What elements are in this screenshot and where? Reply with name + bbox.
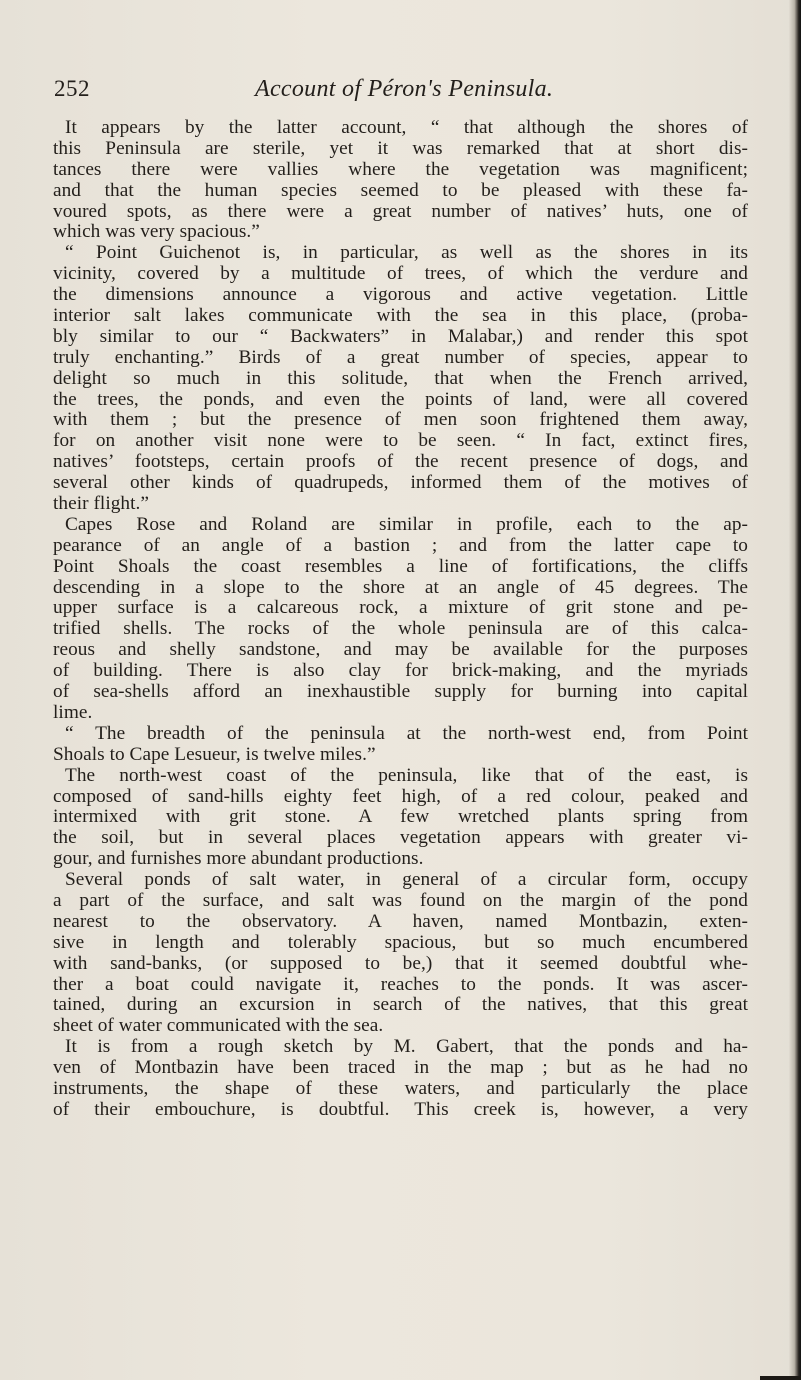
text-line: intermixed with grit stone. A few wretched plants spring from <box>53 806 748 828</box>
text-line: It is from a rough sketch by M. Gabert, that the ponds and ha- <box>65 1036 748 1058</box>
text-line: gour, and furnishes more abundant productions. <box>53 848 424 870</box>
text-line: and that the human species seemed to be pleased with these fa- <box>53 179 748 201</box>
text-line: delight so much in this solitude, that when the French arrived, <box>53 367 748 389</box>
text-line: composed of sand-hills eighty feet high, of a red colour, peaked and <box>53 785 748 807</box>
text-line: the trees, the ponds, and even the points of land, were all covered <box>53 388 748 410</box>
text-line: Capes Rose and Roland are similar in profile, each to the ap- <box>65 513 748 535</box>
text-line: natives’ footsteps, certain proofs of the recent presence of dogs, and <box>53 451 748 473</box>
text-line: sive in length and tolerably spacious, but so much encumbered <box>53 931 748 953</box>
page-corner-mark <box>760 1376 801 1380</box>
text-line: It appears by the latter account, “ that although the shores of <box>65 117 748 138</box>
text-line: lime. <box>53 701 93 723</box>
text-line: of sea-shells afford an inexhaustible supply for burning into capital <box>53 681 748 703</box>
text-line: with them ; but the presence of men soon frightened them away, <box>53 409 748 431</box>
text-line: trified shells. The rocks of the whole peninsula are of this calca- <box>53 618 748 640</box>
page-header <box>54 76 754 112</box>
text-line: truly enchanting.” Birds of a great number of species, appear to <box>53 346 748 368</box>
text-line: tained, during an excursion in search of the natives, that this great <box>53 994 748 1016</box>
text-line: the dimensions announce a vigorous and active vegetation. Little <box>53 284 748 306</box>
text-line: descending in a slope to the shore at an angle of 45 degrees. The <box>53 576 748 598</box>
text-line: Point Shoals the coast resembles a line of fortifications, the cliffs <box>53 555 748 577</box>
text-line: sheet of water communicated with the sea. <box>53 1015 384 1037</box>
text-line: several other kinds of quadrupeds, informed them of the motives of <box>53 472 748 494</box>
running-title: Account of Péron's Peninsula. <box>255 76 554 102</box>
text-line: of their embouchure, is doubtful. This creek is, however, a very <box>53 1098 748 1120</box>
text-line: voured spots, as there were a great number of natives’ huts, one of <box>53 200 748 222</box>
text-line: Shoals to Cape Lesueur, is twelve miles.” <box>53 743 376 765</box>
body-text <box>53 118 748 1121</box>
text-line: with sand-banks, (or supposed to be,) that it seemed doubtful whe- <box>53 952 748 974</box>
text-line: interior salt lakes communicate with the sea in this place, (proba- <box>53 305 748 327</box>
page-edge-shadow <box>789 0 801 1380</box>
text-line: of building. There is also clay for brick-making, and the myriads <box>53 660 748 682</box>
text-line: the soil, but in several places vegetation appears with greater vi- <box>53 827 748 849</box>
text-line: a part of the surface, and salt was found on the margin of the pond <box>53 889 748 911</box>
text-line: instruments, the shape of these waters, and particularly the place <box>53 1077 748 1099</box>
text-line: pearance of an angle of a bastion ; and from the latter cape to <box>53 534 748 556</box>
text-line: ther a boat could navigate it, reaches to the ponds. It was ascer- <box>53 973 748 995</box>
text-line: bly similar to our “ Backwaters” in Malabar,) and render this spot <box>53 325 748 347</box>
text-line: Several ponds of salt water, in general of a circular form, occupy <box>65 869 748 891</box>
text-line: which was very spacious.” <box>53 221 260 243</box>
text-line: this Peninsula are sterile, yet it was remarked that at short dis- <box>53 137 748 159</box>
text-line: their flight.” <box>53 493 150 515</box>
text-line: for on another visit none were to be seen. “ In fact, extinct fires, <box>53 430 748 452</box>
page-number: 252 <box>54 76 90 101</box>
text-line: The north-west coast of the peninsula, like that of the east, is <box>65 764 748 786</box>
text-line: “ The breadth of the peninsula at the north-west end, from Point <box>65 722 748 744</box>
text-line: “ Point Guichenot is, in particular, as well as the shores in its <box>65 242 748 264</box>
text-line: upper surface is a calcareous rock, a mixture of grit stone and pe- <box>53 597 748 619</box>
text-line: tances there were vallies where the vegetation was magnificent; <box>53 158 748 180</box>
text-line: vicinity, covered by a multitude of trees, of which the verdure and <box>53 263 748 285</box>
text-line: reous and shelly sandstone, and may be available for the purposes <box>53 639 748 661</box>
text-line: ven of Montbazin have been traced in the map ; but as he had no <box>53 1057 748 1079</box>
text-line: nearest to the observatory. A haven, named Montbazin, exten- <box>53 910 748 932</box>
